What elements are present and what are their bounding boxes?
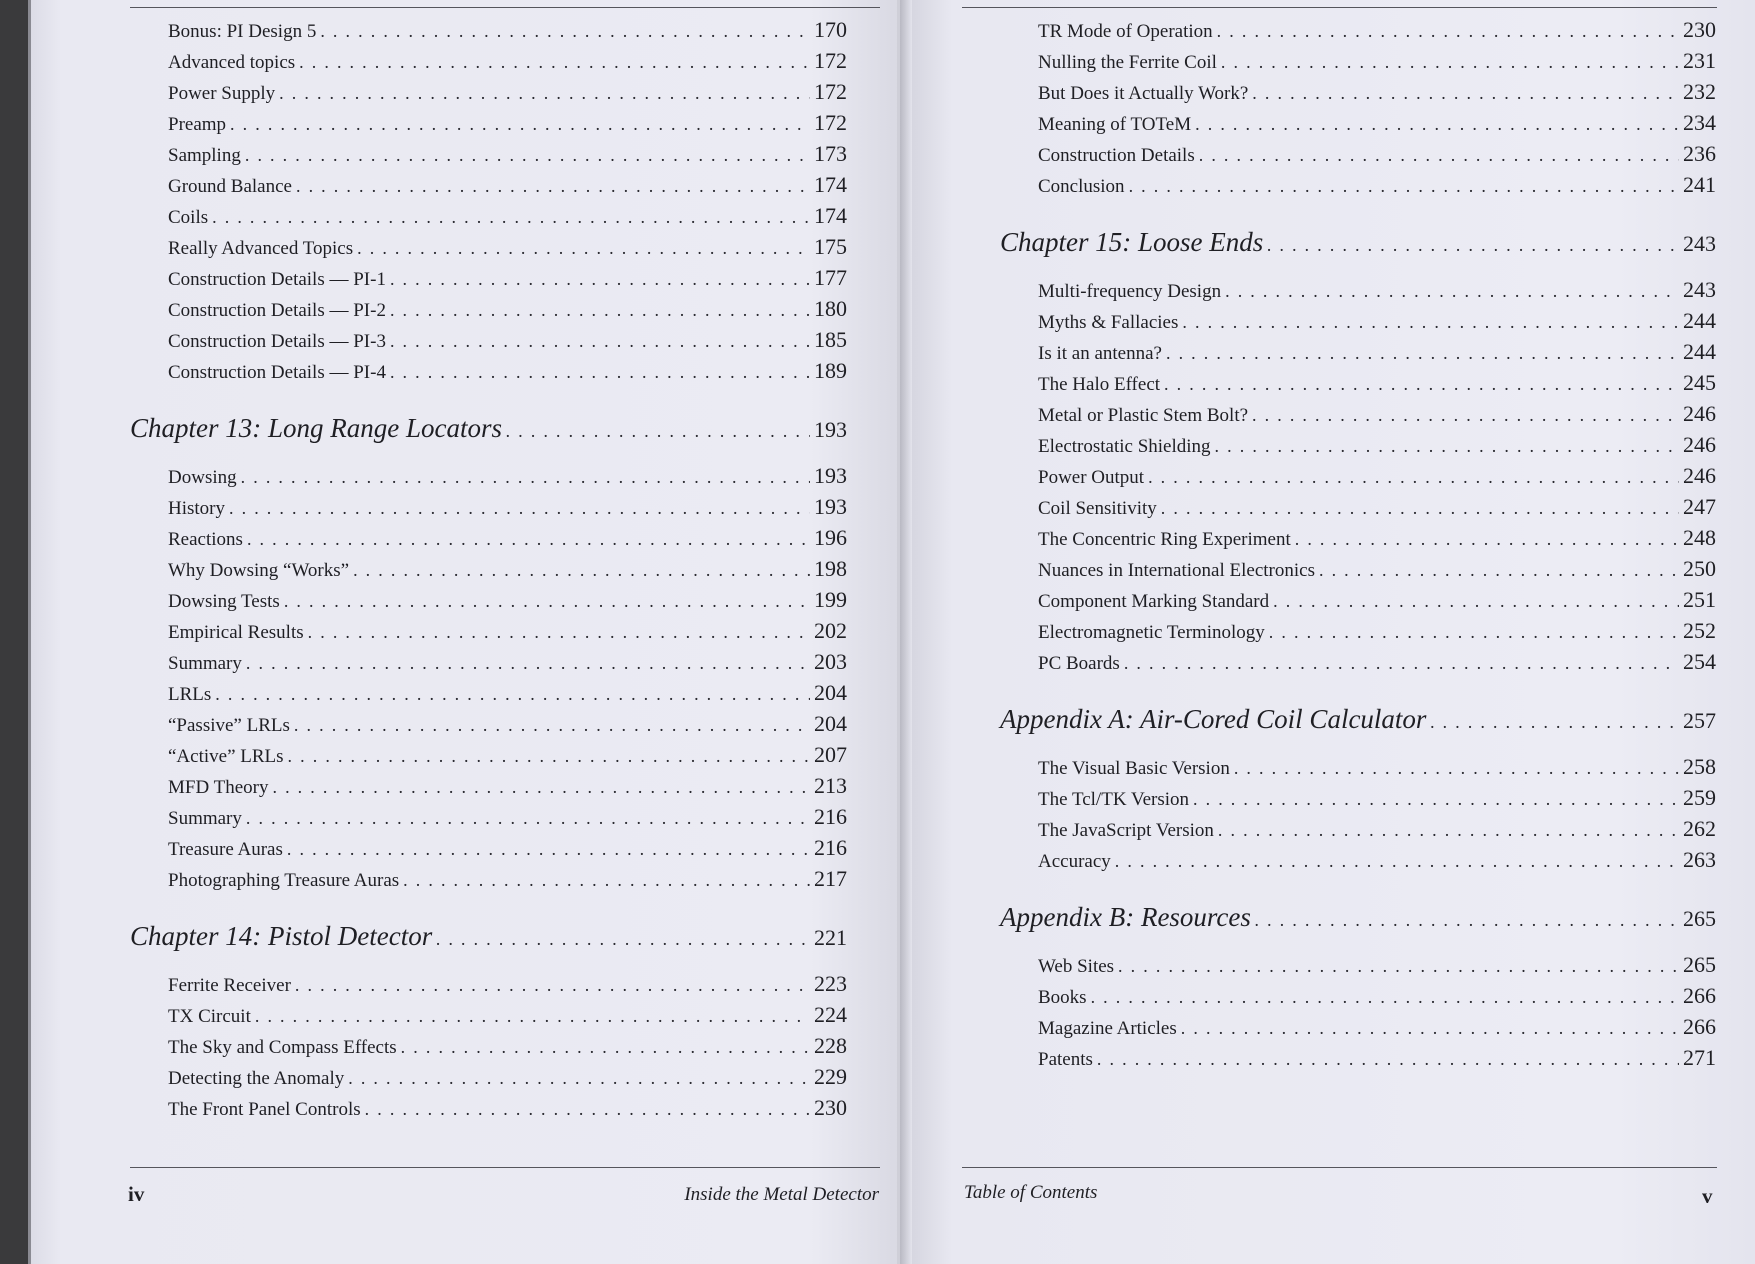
- toc-dot-leader: [1181, 1016, 1679, 1040]
- toc-dot-leader: [1295, 527, 1679, 551]
- toc-entry-page-number: 185: [814, 327, 847, 352]
- toc-entry-title: The Visual Basic Version: [1038, 758, 1230, 779]
- toc-entry-title: Conclusion: [1038, 176, 1125, 197]
- toc-dot-leader: [1252, 81, 1679, 105]
- toc-dot-leader: [1164, 372, 1679, 396]
- toc-entry-page-number: 172: [814, 79, 847, 104]
- toc-entry-title: Construction Details — PI-3: [168, 331, 386, 352]
- toc-entry-title: “Passive” LRLs: [168, 715, 290, 736]
- toc-section-entry: [1000, 619, 1716, 645]
- toc-section-entry: [130, 588, 847, 614]
- toc-dot-leader: [1215, 434, 1679, 458]
- toc-entry-title: Bonus: PI Design 5: [168, 21, 317, 42]
- toc-entry-title: Accuracy: [1038, 851, 1111, 872]
- toc-entry-page-number: 177: [814, 265, 847, 290]
- toc-list-left: [130, 0, 847, 1150]
- toc-dot-leader: [1161, 496, 1679, 520]
- toc-entry-page-number: 196: [814, 525, 847, 550]
- toc-section-entry: [130, 297, 847, 323]
- toc-entry-page-number: 246: [1683, 401, 1716, 426]
- toc-section-entry: [1000, 848, 1716, 874]
- toc-section-entry: [1000, 786, 1716, 812]
- toc-entry-page-number: 223: [814, 971, 847, 996]
- toc-entry-page-number: 180: [814, 296, 847, 321]
- toc-entry-title: Empirical Results: [168, 622, 304, 643]
- toc-dot-leader: [357, 236, 810, 260]
- toc-entry-title: Detecting the Anomaly: [168, 1068, 345, 1089]
- toc-entry-title: Dowsing: [168, 467, 237, 488]
- toc-entry-page-number: 246: [1683, 463, 1716, 488]
- toc-entry-page-number: 172: [814, 48, 847, 73]
- toc-entry-title: TX Circuit: [168, 1006, 251, 1027]
- toc-entry-title: The Sky and Compass Effects: [168, 1037, 397, 1058]
- toc-section-entry: [130, 836, 847, 862]
- toc-list-right: [1000, 0, 1716, 1150]
- toc-entry-title: Component Marking Standard: [1038, 591, 1270, 612]
- toc-section-entry: [1000, 80, 1716, 106]
- toc-dot-leader: [1129, 174, 1679, 198]
- toc-dot-leader: [1218, 818, 1679, 842]
- left-footer-page-number: iv: [128, 1182, 145, 1206]
- toc-section-entry: [1000, 588, 1716, 614]
- toc-entry-page-number: 266: [1683, 983, 1716, 1008]
- toc-entry-page-number: 224: [814, 1002, 847, 1027]
- toc-entry-title: Construction Details: [1038, 145, 1195, 166]
- left-bottom-rule: [130, 1167, 880, 1168]
- toc-entry-page-number: 229: [814, 1064, 847, 1089]
- toc-entry-page-number: 245: [1683, 370, 1716, 395]
- toc-dot-leader: [246, 651, 810, 675]
- toc-entry-page-number: 247: [1683, 494, 1716, 519]
- toc-entry-page-number: 234: [1683, 110, 1716, 135]
- toc-entry-title: But Does it Actually Work?: [1038, 83, 1249, 104]
- toc-section-entry: [1000, 650, 1716, 676]
- toc-section-entry: [1000, 526, 1716, 552]
- toc-dot-leader: [1199, 143, 1679, 167]
- toc-entry-title: Treasure Auras: [168, 839, 283, 860]
- toc-entry-page-number: 172: [814, 110, 847, 135]
- toc-entry-page-number: 250: [1683, 556, 1716, 581]
- toc-section-entry: [130, 328, 847, 354]
- toc-section-entry: [130, 743, 847, 769]
- toc-entry-page-number: 174: [814, 203, 847, 228]
- right-footer-page-number: v: [1702, 1184, 1713, 1208]
- toc-dot-leader: [246, 806, 810, 830]
- toc-section-entry: [1000, 371, 1716, 397]
- toc-dot-leader: [295, 973, 810, 997]
- toc-chapter-entry: [130, 412, 847, 447]
- toc-dot-leader: [390, 329, 810, 353]
- toc-entry-page-number: 199: [814, 587, 847, 612]
- toc-entry-page-number: 175: [814, 234, 847, 259]
- toc-entry-page-number: 173: [814, 141, 847, 166]
- right-footer-section-title: Table of Contents: [964, 1182, 1098, 1203]
- toc-entry-page-number: 202: [814, 618, 847, 643]
- toc-entry-page-number: 244: [1683, 308, 1716, 333]
- toc-dot-leader: [436, 923, 810, 955]
- toc-dot-leader: [365, 1097, 810, 1121]
- toc-entry-page-number: 217: [814, 866, 847, 891]
- toc-section-entry: [130, 557, 847, 583]
- toc-dot-leader: [353, 558, 810, 582]
- toc-dot-leader: [1182, 310, 1679, 334]
- toc-entry-title: Meaning of TOTeM: [1038, 114, 1192, 135]
- toc-section-entry: [1000, 340, 1716, 366]
- toc-entry-page-number: 221: [814, 925, 847, 950]
- toc-entry-page-number: 193: [814, 494, 847, 519]
- toc-entry-title: Electromagnetic Terminology: [1038, 622, 1265, 643]
- toc-entry-title: Chapter 13: Long Range Locators: [130, 413, 503, 443]
- toc-section-entry: [1000, 755, 1716, 781]
- toc-entry-page-number: 207: [814, 742, 847, 767]
- toc-dot-leader: [1097, 1047, 1679, 1071]
- toc-entry-page-number: 246: [1683, 432, 1716, 457]
- toc-dot-leader: [1124, 651, 1679, 675]
- toc-dot-leader: [1221, 50, 1679, 74]
- toc-section-entry: [1000, 1046, 1716, 1072]
- toc-section-entry: [1000, 309, 1716, 335]
- toc-entry-title: History: [168, 498, 225, 519]
- toc-section-entry: [130, 712, 847, 738]
- toc-section-entry: [130, 266, 847, 292]
- toc-entry-title: Nulling the Ferrite Coil: [1038, 52, 1217, 73]
- toc-dot-leader: [1193, 787, 1679, 811]
- toc-entry-page-number: 230: [814, 1095, 847, 1120]
- toc-entry-page-number: 198: [814, 556, 847, 581]
- toc-entry-title: Nuances in International Electronics: [1038, 560, 1315, 581]
- toc-dot-leader: [1234, 756, 1679, 780]
- toc-section-entry: [130, 80, 847, 106]
- toc-entry-title: Really Advanced Topics: [168, 238, 354, 259]
- toc-section-entry: [130, 18, 847, 44]
- toc-entry-title: The Halo Effect: [1038, 374, 1161, 395]
- toc-entry-page-number: 265: [1683, 906, 1716, 931]
- toc-section-entry: [1000, 402, 1716, 428]
- toc-entry-title: Books: [1038, 987, 1087, 1008]
- toc-section-entry: [1000, 817, 1716, 843]
- toc-dot-leader: [1118, 954, 1679, 978]
- toc-dot-leader: [390, 360, 810, 384]
- toc-entry-page-number: 271: [1683, 1045, 1716, 1070]
- toc-dot-leader: [1273, 589, 1679, 613]
- toc-dot-leader: [215, 682, 810, 706]
- toc-dot-leader: [1225, 279, 1679, 303]
- toc-entry-title: Chapter 14: Pistol Detector: [130, 921, 433, 951]
- toc-entry-title: Construction Details — PI-1: [168, 269, 386, 290]
- toc-section-entry: [130, 526, 847, 552]
- toc-section-entry: [130, 235, 847, 261]
- toc-entry-page-number: 174: [814, 172, 847, 197]
- toc-entry-title: Power Supply: [168, 83, 276, 104]
- toc-entry-page-number: 204: [814, 711, 847, 736]
- toc-entry-page-number: 265: [1683, 952, 1716, 977]
- toc-entry-title: Reactions: [168, 529, 243, 550]
- toc-section-entry: [130, 359, 847, 385]
- toc-section-entry: [130, 173, 847, 199]
- toc-entry-title: PC Boards: [1038, 653, 1120, 674]
- toc-dot-leader: [308, 620, 810, 644]
- toc-entry-page-number: 213: [814, 773, 847, 798]
- toc-entry-title: The JavaScript Version: [1038, 820, 1214, 841]
- toc-dot-leader: [1319, 558, 1679, 582]
- toc-dot-leader: [403, 868, 810, 892]
- toc-entry-title: Appendix A: Air-Cored Coil Calculator: [1000, 704, 1427, 734]
- toc-entry-title: Coils: [168, 207, 209, 228]
- toc-section-entry: [1000, 953, 1716, 979]
- toc-entry-title: The Tcl/TK Version: [1038, 789, 1189, 810]
- toc-dot-leader: [348, 1066, 810, 1090]
- toc-dot-leader: [284, 589, 810, 613]
- toc-dot-leader: [272, 775, 810, 799]
- toc-section-entry: [130, 1034, 847, 1060]
- toc-entry-title: Construction Details — PI-4: [168, 362, 386, 383]
- toc-section-entry: [1000, 111, 1716, 137]
- book-gutter: [900, 0, 912, 1264]
- toc-entry-page-number: 241: [1683, 172, 1716, 197]
- toc-section-entry: [1000, 18, 1716, 44]
- toc-dot-leader: [1195, 112, 1679, 136]
- toc-dot-leader: [230, 112, 810, 136]
- toc-dot-leader: [296, 174, 810, 198]
- toc-entry-title: Magazine Articles: [1038, 1018, 1177, 1039]
- toc-entry-page-number: 230: [1683, 17, 1716, 42]
- toc-section-entry: [1000, 278, 1716, 304]
- toc-dot-leader: [294, 713, 810, 737]
- toc-entry-page-number: 232: [1683, 79, 1716, 104]
- toc-section-entry: [130, 619, 847, 645]
- toc-entry-title: “Active” LRLs: [168, 746, 284, 767]
- toc-chapter-entry: [1000, 226, 1716, 261]
- toc-dot-leader: [279, 81, 810, 105]
- left-footer-book-title: Inside the Metal Detector: [684, 1184, 879, 1205]
- toc-section-entry: [1000, 49, 1716, 75]
- toc-dot-leader: [401, 1035, 810, 1059]
- toc-section-entry: [130, 204, 847, 230]
- toc-dot-leader: [1255, 904, 1679, 936]
- toc-dot-leader: [245, 143, 810, 167]
- toc-dot-leader: [390, 267, 810, 291]
- toc-entry-title: Is it an antenna?: [1038, 343, 1162, 364]
- toc-entry-page-number: 243: [1683, 277, 1716, 302]
- toc-section-entry: [1000, 984, 1716, 1010]
- toc-entry-title: Construction Details — PI-2: [168, 300, 386, 321]
- toc-entry-page-number: 231: [1683, 48, 1716, 73]
- toc-entry-page-number: 244: [1683, 339, 1716, 364]
- toc-dot-leader: [320, 19, 810, 43]
- toc-section-entry: [1000, 464, 1716, 490]
- toc-entry-page-number: 228: [814, 1033, 847, 1058]
- toc-section-entry: [130, 1065, 847, 1091]
- toc-section-entry: [130, 111, 847, 137]
- toc-section-entry: [130, 464, 847, 490]
- toc-entry-title: Web Sites: [1038, 956, 1115, 977]
- toc-entry-title: Advanced topics: [168, 52, 296, 73]
- toc-entry-page-number: 251: [1683, 587, 1716, 612]
- toc-section-entry: [1000, 173, 1716, 199]
- toc-entry-title: Ground Balance: [168, 176, 292, 197]
- toc-dot-leader: [1115, 849, 1679, 873]
- toc-dot-leader: [1269, 620, 1679, 644]
- toc-dot-leader: [1166, 341, 1679, 365]
- toc-section-entry: [130, 1003, 847, 1029]
- toc-entry-page-number: 193: [814, 417, 847, 442]
- toc-dot-leader: [299, 50, 810, 74]
- toc-dot-leader: [1252, 403, 1679, 427]
- toc-entry-title: Why Dowsing “Works”: [168, 560, 350, 581]
- toc-entry-title: LRLs: [168, 684, 212, 705]
- right-bottom-rule: [962, 1167, 1717, 1168]
- toc-dot-leader: [506, 415, 810, 447]
- toc-section-entry: [130, 49, 847, 75]
- toc-entry-page-number: 252: [1683, 618, 1716, 643]
- toc-section-entry: [130, 972, 847, 998]
- toc-dot-leader: [1148, 465, 1679, 489]
- toc-entry-page-number: 170: [814, 17, 847, 42]
- toc-dot-leader: [288, 744, 810, 768]
- toc-dot-leader: [1430, 706, 1679, 738]
- toc-entry-title: Metal or Plastic Stem Bolt?: [1038, 405, 1249, 426]
- toc-section-entry: [130, 774, 847, 800]
- toc-entry-page-number: 258: [1683, 754, 1716, 779]
- toc-dot-leader: [1267, 229, 1679, 261]
- toc-entry-page-number: 236: [1683, 141, 1716, 166]
- toc-dot-leader: [390, 298, 810, 322]
- toc-dot-leader: [241, 465, 810, 489]
- toc-dot-leader: [287, 837, 810, 861]
- toc-section-entry: [1000, 142, 1716, 168]
- toc-entry-title: Coil Sensitivity: [1038, 498, 1157, 519]
- toc-entry-page-number: 248: [1683, 525, 1716, 550]
- toc-section-entry: [1000, 1015, 1716, 1041]
- toc-entry-title: Appendix B: Resources: [1000, 902, 1251, 932]
- toc-entry-page-number: 254: [1683, 649, 1716, 674]
- toc-section-entry: [130, 867, 847, 893]
- toc-entry-page-number: 189: [814, 358, 847, 383]
- toc-entry-page-number: 216: [814, 835, 847, 860]
- toc-entry-page-number: 262: [1683, 816, 1716, 841]
- toc-dot-leader: [255, 1004, 810, 1028]
- toc-dot-leader: [247, 527, 810, 551]
- toc-section-entry: [130, 681, 847, 707]
- toc-section-entry: [1000, 495, 1716, 521]
- toc-dot-leader: [1091, 985, 1679, 1009]
- toc-entry-title: Patents: [1038, 1049, 1093, 1070]
- toc-entry-title: Multi-frequency Design: [1038, 281, 1222, 302]
- toc-entry-page-number: 204: [814, 680, 847, 705]
- toc-section-entry: [1000, 433, 1716, 459]
- toc-entry-title: Power Output: [1038, 467, 1145, 488]
- toc-chapter-entry: [1000, 703, 1716, 738]
- toc-chapter-entry: [1000, 901, 1716, 936]
- toc-entry-title: Preamp: [168, 114, 227, 135]
- toc-dot-leader: [212, 205, 810, 229]
- toc-entry-page-number: 216: [814, 804, 847, 829]
- toc-entry-title: Chapter 15: Loose Ends: [1000, 227, 1264, 257]
- toc-entry-title: Sampling: [168, 145, 241, 166]
- toc-entry-page-number: 203: [814, 649, 847, 674]
- toc-section-entry: [130, 1096, 847, 1122]
- toc-entry-title: TR Mode of Operation: [1038, 21, 1213, 42]
- toc-entry-page-number: 259: [1683, 785, 1716, 810]
- toc-section-entry: [130, 142, 847, 168]
- toc-entry-page-number: 263: [1683, 847, 1716, 872]
- toc-entry-page-number: 257: [1683, 708, 1716, 733]
- toc-section-entry: [130, 650, 847, 676]
- toc-entry-title: Summary: [168, 808, 242, 829]
- toc-section-entry: [1000, 557, 1716, 583]
- toc-entry-title: Dowsing Tests: [168, 591, 280, 612]
- toc-entry-page-number: 193: [814, 463, 847, 488]
- toc-chapter-entry: [130, 920, 847, 955]
- toc-section-entry: [130, 805, 847, 831]
- toc-entry-page-number: 243: [1683, 231, 1716, 256]
- toc-entry-title: The Front Panel Controls: [168, 1099, 361, 1120]
- toc-entry-title: Ferrite Receiver: [168, 975, 291, 996]
- toc-entry-title: The Concentric Ring Experiment: [1038, 529, 1291, 550]
- toc-dot-leader: [229, 496, 810, 520]
- toc-entry-page-number: 266: [1683, 1014, 1716, 1039]
- toc-entry-title: Myths & Fallacies: [1038, 312, 1179, 333]
- toc-entry-title: Photographing Treasure Auras: [168, 870, 400, 891]
- toc-entry-title: MFD Theory: [168, 777, 269, 798]
- toc-dot-leader: [1217, 19, 1679, 43]
- toc-section-entry: [130, 495, 847, 521]
- toc-entry-title: Electrostatic Shielding: [1038, 436, 1211, 457]
- toc-entry-title: Summary: [168, 653, 242, 674]
